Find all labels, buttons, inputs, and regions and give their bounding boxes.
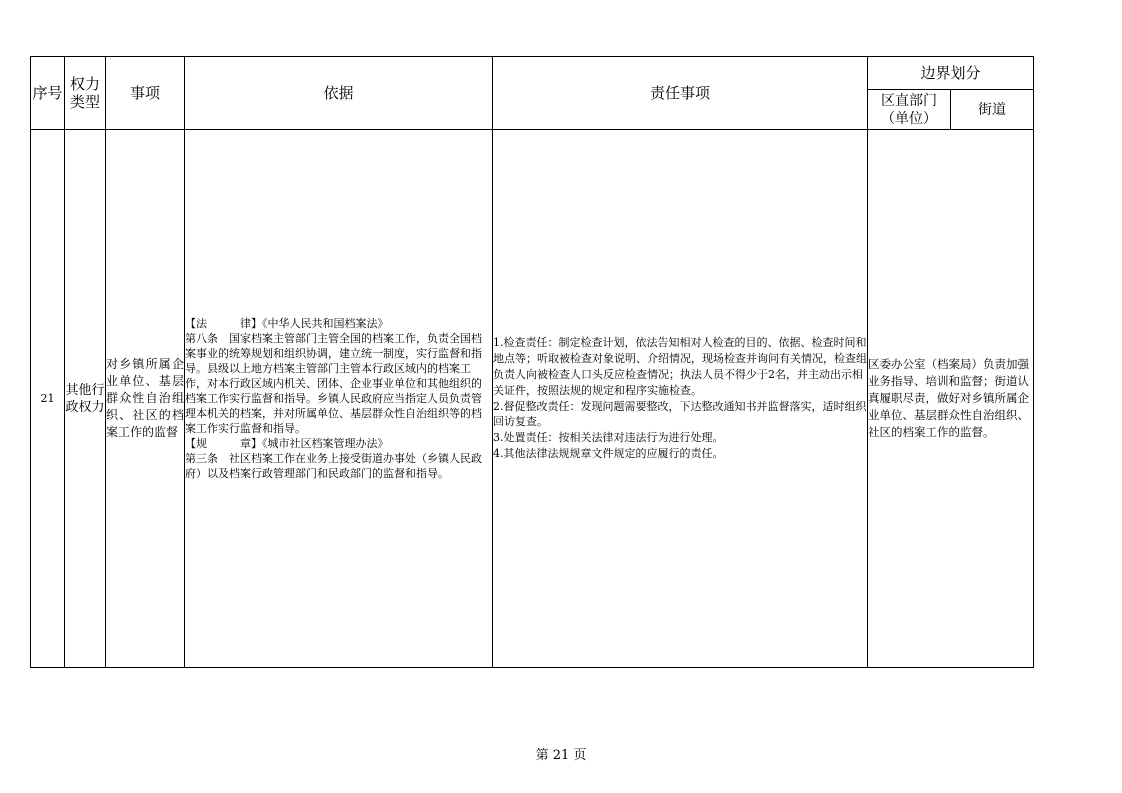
duty-item: 2.督促整改责任：发现问题需要整改，下达整改通知书并监督落实，适时组织回访复查。 — [493, 399, 867, 429]
duty-item: 1.检查责任：制定检查计划，依法告知相对人检查的目的、依据、检查时间和地点等；听取被检查对象说明、介绍情况，现场检查并询问有关情况，检查组负责人向被检查人口头反应检查情况；执法人员不得少于2名，并主动出示相关证件，按照法规的规定和程序实施检查。 — [493, 336, 867, 397]
law-name: 《中华人民共和国档案法》 — [262, 317, 389, 330]
header-seq: 序号 — [31, 57, 65, 130]
table-row — [31, 130, 1034, 668]
header-basis: 依据 — [185, 57, 493, 130]
header-boundary: 边界划分 — [868, 57, 1034, 90]
page-number: 第 21 页 — [535, 748, 587, 763]
law-heading — [185, 316, 492, 331]
header-duty: 责任事项 — [493, 57, 868, 130]
rule-heading — [185, 436, 492, 451]
header-item: 事项 — [106, 57, 185, 130]
duty-item: 3.处置责任：按相关法律对违法行为进行处理。 — [493, 431, 724, 445]
row-district-dept: 区委办公室（档案局）负责加强业务指导、培训和监督；街道认真履职尽责，做好对乡镇所属企业单位、基层群众性自治组织、社区的档案工作的监督。 — [868, 130, 1034, 668]
law-text: 第八条 国家档案主管部门主管全国的档案工作，负责全国档案事业的统筹规划和组织协调，建立统一制度，实行监督和指导。县级以上地方档案主管部门主管本行政区域内的档案工作，对本行政区域内机关、团体、企业事业单位和其他组织的档案工作实行监督和指导。乡镇人民政府应当指定人员负责管理本机关的档案，并对所属单位、基层群众性自治组织等的档案工作实行监督和指导。 — [185, 332, 482, 435]
duty-item: 4.其他法律法规规章文件规定的应履行的责任。 — [493, 446, 724, 460]
row-seq: 21 — [31, 130, 65, 668]
row-basis — [185, 130, 493, 668]
rule-name: 《城市社区档案管理办法》 — [262, 437, 389, 450]
rule-text: 第三条 社区档案工作在业务上接受街道办事处（乡镇人民政府）以及档案行政管理部门和民政部门的监督和指导。 — [185, 452, 482, 480]
header-district-dept: 区直部门（单位） — [868, 90, 951, 130]
rule-tag: 【规 章】 — [185, 437, 262, 450]
law-tag: 【法 律】 — [185, 317, 262, 330]
row-item: 对乡镇所属企业单位、基层群众性自治组织、社区的档案工作的监督 — [106, 130, 185, 668]
power-list-table — [30, 56, 1034, 668]
row-power-type: 其他行政权力 — [65, 130, 106, 668]
header-street: 街道 — [951, 90, 1034, 130]
row-duties — [493, 130, 868, 668]
header-power-type: 权力类型 — [65, 57, 106, 130]
